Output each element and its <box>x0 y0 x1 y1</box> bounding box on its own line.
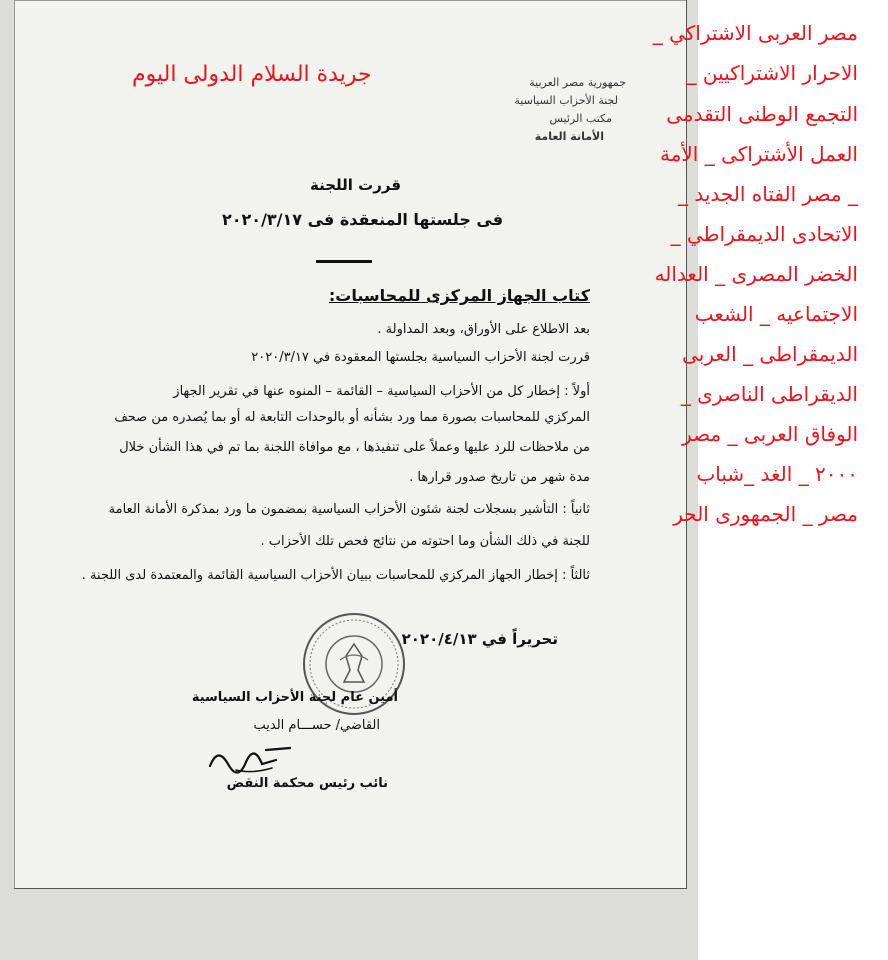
party-line-7: الخضر المصرى _ العداله <box>654 262 858 286</box>
title-line2: فى جلستها المنعقدة فى ٢٠٢٠/٣/١٧ <box>222 210 504 229</box>
header-secretariat: الأمانة العامة <box>534 130 604 143</box>
header-office: مكتب الرئيس <box>549 112 612 125</box>
signatory-position: نائب رئيس محكمة النقض <box>226 776 388 791</box>
party-line-12: ٢٠٠٠ _ الغد _شباب <box>696 462 858 486</box>
signatory-role: أمين عام لجنة الأحزاب السياسية <box>191 690 398 705</box>
paragraph-intro: بعد الاطلاع على الأوراق، وبعد المداولة . <box>377 322 590 337</box>
paragraph-first-4: مدة شهر من تاريخ صدور قرارها . <box>409 470 590 485</box>
paragraph-second-2: للجنة في ذلك الشأن وما احتوته من نتائج فحص تلك الأحزاب . <box>260 534 590 549</box>
party-line-3: التجمع الوطنى التقدمى <box>666 102 858 126</box>
party-line-8: الاجتماعيه _ الشعب <box>694 302 858 326</box>
paragraph-first-2: المركزي للمحاسبات بصورة مما ورد بشأنه أو بالوحدات التابعة له أو بما يُصدره من صحف <box>114 410 590 425</box>
paragraph-first-1: أولاً : إخطار كل من الأحزاب السياسية – القائمة – المنوه عنها في تقرير الجهاز <box>173 384 590 399</box>
party-line-2: الاحرار الاشتراكيين _ <box>686 61 858 85</box>
party-line-11: الوفاق العربى _ مصر <box>682 422 858 446</box>
header-republic: جمهورية مصر العربية <box>529 76 626 89</box>
party-line-1: مصر العربى الاشتراكي _ <box>652 21 858 45</box>
paragraph-second-1: ثانياً : التأشير بسجلات لجنة شئون الأحزاب السياسية بمضمون ما ورد بمذكرة الأمانة العامة <box>108 502 590 517</box>
title-divider <box>316 260 372 263</box>
party-line-5: _ مصر الفتاه الجديد _ <box>677 182 858 206</box>
subject-heading: كتاب الجهاز المركزى للمحاسبات: <box>328 286 590 305</box>
party-line-6: الاتحادى الديمقراطي _ <box>670 222 858 246</box>
paragraph-decision: قررت لجنة الأحزاب السياسية بجلستها المعقودة في ٢٠٢٠/٣/١٧ <box>251 350 590 365</box>
date-line: تحريراً في ٢٠٢٠/٤/١٣ <box>401 630 558 648</box>
paragraph-third: ثالثاً : إخطار الجهاز المركزي للمحاسبات ببيان الأحزاب السياسية القائمة والمعتمدة لدى اللجنة . <box>81 568 590 583</box>
party-line-13: مصر _ الجمهورى الحر <box>673 502 858 526</box>
header-committee: لجنة الأحزاب السياسية <box>514 94 618 107</box>
title-line1: قررت اللجنة <box>310 176 402 194</box>
signatory-name: القاضي/ حســـام الديب <box>253 718 380 733</box>
handwritten-signature-icon <box>206 736 296 776</box>
newspaper-name: جريدة السلام الدولى اليوم <box>132 62 372 87</box>
paragraph-first-3: من ملاحظات للرد عليها وعملاً على تنفيذها ، مع موافاة اللجنة بما تم في هذا الشأن خلال <box>119 440 590 455</box>
party-line-10: الديقراطى الناصرى _ <box>680 382 858 406</box>
party-line-9: الديمقراطى _ العربى <box>682 342 858 366</box>
party-line-4: العمل الأشتراكى _ الأمة <box>659 142 858 166</box>
